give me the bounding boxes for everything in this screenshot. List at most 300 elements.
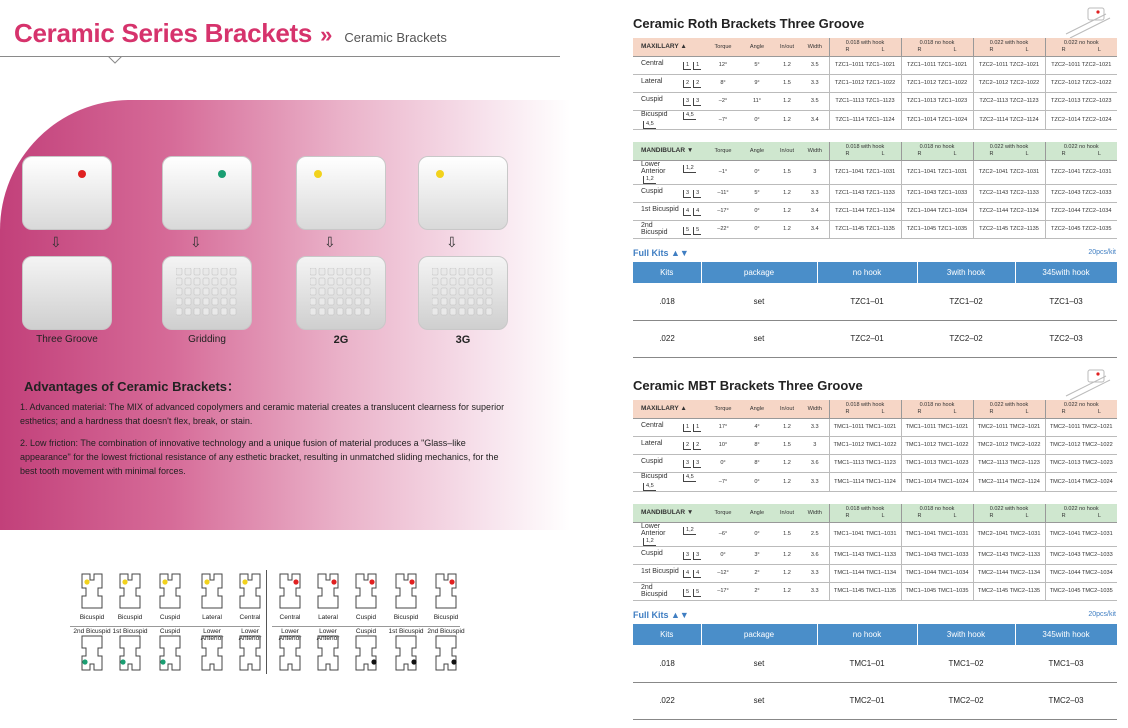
part-code-pair: TZC2–1043 TZC2–1033 (1045, 184, 1117, 202)
mbt-mandibular-table (633, 504, 1117, 601)
tooth-number: 3 (683, 552, 691, 560)
spec-torque: 10° (705, 436, 741, 454)
spec-inout: 1.5 (773, 74, 801, 92)
tooth-bracket (390, 570, 422, 674)
bracket-outline-icon (234, 570, 266, 674)
tooth-name: 1st Bicuspid 4 4 (633, 564, 705, 582)
kits-col-header: 3with hook (917, 262, 1015, 283)
spec-inout: 1.5 (773, 436, 801, 454)
spec-row (633, 454, 1117, 472)
slot-group-header: 0.022 with hook R L (973, 142, 1045, 160)
kits-header-row (633, 262, 1117, 283)
tooth-name: Lower Anterior 1,21,2 (633, 160, 705, 184)
tooth-name: Central 1 1 (633, 56, 705, 74)
grid-texture-icon (310, 268, 372, 318)
spec-row (633, 74, 1117, 92)
part-code-pair: TMC1–1043 TMC1–1033 (901, 546, 973, 564)
tooth-number: 3 (693, 460, 701, 468)
kits-col-header: Kits (633, 262, 701, 283)
header-notch-icon (108, 56, 122, 64)
bracket-outline-icon (274, 570, 306, 674)
spec-col-header: Width (801, 38, 829, 56)
kits-cell: .022 (633, 320, 701, 357)
tooth-number: 5 (693, 589, 701, 597)
tooth-number: 4,5 (643, 121, 656, 129)
part-code-pair: TZC1–1043 TZC1–1033 (901, 184, 973, 202)
spec-width: 3.4 (801, 202, 829, 220)
part-code-pair: TZC1–1014 TZC1–1024 (901, 110, 973, 129)
midline-divider (266, 570, 267, 674)
slot-group-header: 0.022 no hook R L (1045, 400, 1117, 418)
part-code-pair: TMC1–1144 TMC1–1134 (829, 564, 901, 582)
roth-maxillary-table (633, 38, 1117, 130)
upper-tooth-label: Cuspid (159, 614, 181, 621)
slot-group-header: 0.022 with hook R L (973, 400, 1045, 418)
tooth-bracket (73, 570, 111, 674)
part-code-pair: TMC1–1012 TMC1–1022 (901, 436, 973, 454)
part-code-pair: TZC2–1114 TZC2–1124 (973, 110, 1045, 129)
spec-torque: –17° (705, 202, 741, 220)
spec-inout: 1.2 (773, 546, 801, 564)
part-code-pair: TZC1–1045 TZC1–1035 (901, 220, 973, 238)
arch-label: MANDIBULAR ▼ (633, 504, 705, 522)
upper-tooth-label: Bicuspid (433, 614, 459, 621)
spec-torque: –11° (705, 184, 741, 202)
part-code-pair: TMC2–1044 TMC2–1034 (1045, 564, 1117, 582)
slot-group-header: 0.018 with hook R L (829, 142, 901, 160)
product-label: Three Groove (36, 334, 98, 345)
slot-group-header: 0.018 with hook R L (829, 38, 901, 56)
part-code-pair: TMC1–1041 TMC1–1031 (901, 522, 973, 546)
tooth-bracket (350, 570, 382, 674)
tooth-name: Cuspid 3 3 (633, 454, 705, 472)
spec-torque: 0° (705, 454, 741, 472)
spec-inout: 1.2 (773, 56, 801, 74)
spec-inout: 1.2 (773, 92, 801, 110)
advantages-title: Advantages of Ceramic Brackets： (24, 379, 241, 394)
bracket-photo-bottom (418, 256, 508, 330)
spec-inout: 1.2 (773, 454, 801, 472)
bracket-outline-icon (196, 570, 228, 674)
mbt-maxillary-table (633, 400, 1117, 492)
slot-group-header: 0.018 no hook R L (901, 142, 973, 160)
spec-angle: 0° (741, 220, 773, 238)
advantage-2: 2. Low friction: The combination of innovative technology and a unique fusion of material produces a "Glass–like appearance" for the lowest frictional resistance of any esthetic bracket, resulting in unmatched sliding mechanics, for the best tooth movement with minimal forces. (20, 438, 499, 476)
part-code-pair: TMC1–1114 TMC1–1124 (829, 472, 901, 491)
spec-width: 3.3 (801, 472, 829, 491)
bracket-outline-icon (350, 570, 382, 674)
part-code-pair: TMC2–1114 TMC2–1124 (973, 472, 1045, 491)
bracket-outline-icon (76, 570, 108, 674)
lower-tooth-label: Cuspid (159, 628, 181, 635)
kits-cell: TZC1–03 (1015, 283, 1117, 320)
spec-angle: 5° (741, 184, 773, 202)
roth-mandibular-table (633, 142, 1117, 239)
grid-texture-icon (176, 268, 238, 318)
upper-tooth-label: Lateral (202, 614, 222, 621)
part-code-pair: TMC2–1145 TMC2–1135 (973, 582, 1045, 600)
kits-cell: TZC2–03 (1015, 320, 1117, 357)
slot-group-header: 0.018 with hook R L (829, 400, 901, 418)
tooth-bracket (234, 570, 266, 674)
part-code-pair: TMC2–1012 TMC2–1022 (1045, 436, 1117, 454)
lower-tooth-label: Lower Anterior (200, 628, 224, 642)
part-code-pair: TZC2–1012 TZC2–1022 (1045, 74, 1117, 92)
spec-header-row (633, 38, 1117, 56)
part-code-pair: TZC1–1041 TZC1–1031 (901, 160, 973, 184)
spec-torque: –17° (705, 582, 741, 600)
roth-pcs-label: 20pcs/kit (1088, 249, 1116, 256)
tooth-number: 4,5 (643, 483, 656, 491)
tooth-number: 1 (683, 62, 691, 70)
part-code-pair: TMC1–1045 TMC1–1035 (901, 582, 973, 600)
part-code-pair: TMC1–1012 TMC1–1022 (829, 436, 901, 454)
tooth-bracket (427, 570, 465, 674)
spec-angle: 8° (741, 454, 773, 472)
kits-cell: set (701, 645, 817, 682)
spec-header-row (633, 504, 1117, 522)
part-code-pair: TZC1–1044 TZC1–1034 (901, 202, 973, 220)
lower-tooth-label: 2nd Bicuspid (427, 628, 465, 635)
spec-angle: 0° (741, 160, 773, 184)
kits-cell: set (701, 283, 817, 320)
color-dot (218, 170, 226, 178)
part-code-pair: TZC1–1145 TZC1–1135 (829, 220, 901, 238)
spec-width: 3.3 (801, 564, 829, 582)
kits-cell: TMC2–03 (1015, 682, 1117, 719)
spec-col-header: Width (801, 504, 829, 522)
right-page (630, 0, 1120, 728)
down-arrow-icon: ⇩ (50, 234, 62, 250)
spec-angle: 2° (741, 564, 773, 582)
part-code-pair: TZC1–1113 TZC1–1123 (829, 92, 901, 110)
spec-torque: –12° (705, 564, 741, 582)
spec-inout: 1.2 (773, 184, 801, 202)
tooth-bracket (196, 570, 228, 674)
part-code-pair: TMC2–1113 TMC2–1123 (973, 454, 1045, 472)
kits-header-row (633, 624, 1117, 645)
spec-torque: 17° (705, 418, 741, 436)
spec-angle: 2° (741, 582, 773, 600)
spec-torque: –6° (705, 522, 741, 546)
upper-tooth-label: Central (239, 614, 261, 621)
tooth-number: 1,2 (643, 176, 656, 184)
spec-col-header: Angle (741, 38, 773, 56)
spec-header-row (633, 142, 1117, 160)
kits-col-header: package (701, 262, 817, 283)
kits-cell: TMC1–01 (817, 645, 917, 682)
spec-inout: 1.2 (773, 202, 801, 220)
tooth-number: 3 (683, 98, 691, 106)
product-label: Gridding (188, 334, 226, 345)
spec-torque: –22° (705, 220, 741, 238)
spec-row (633, 522, 1117, 546)
spec-col-header: In/out (773, 142, 801, 160)
spec-row (633, 546, 1117, 564)
tooth-name: Bicuspid 4,54,5 (633, 110, 705, 129)
page-title: Ceramic Series Brackets (14, 18, 313, 48)
slot-group-header: 0.022 no hook R L (1045, 504, 1117, 522)
mbt-kits-table (633, 624, 1118, 720)
tooth-name: Bicuspid 4,54,5 (633, 472, 705, 491)
part-code-pair: TZC1–1011 TZC1–1021 (901, 56, 973, 74)
spec-angle: 0° (741, 522, 773, 546)
spec-angle: 9° (741, 74, 773, 92)
kits-row (633, 682, 1117, 719)
spec-row (633, 436, 1117, 454)
tooth-name: Lower Anterior 1,21,2 (633, 522, 705, 546)
spec-col-header: Width (801, 400, 829, 418)
part-code-pair: TMC1–1044 TMC1–1034 (901, 564, 973, 582)
spec-width: 3.6 (801, 454, 829, 472)
spec-angle: 4° (741, 418, 773, 436)
bracket-position-diagram (70, 570, 465, 682)
tooth-bracket (114, 570, 146, 674)
part-code-pair: TZC1–1012 TZC1–1022 (829, 74, 901, 92)
spec-torque: 12° (705, 56, 741, 74)
tooth-number: 3 (683, 190, 691, 198)
kits-cell: TMC2–01 (817, 682, 917, 719)
slot-group-header: 0.022 with hook R L (973, 504, 1045, 522)
spec-width: 3.3 (801, 184, 829, 202)
part-code-pair: TZC1–1012 TZC1–1022 (901, 74, 973, 92)
product-label: 3G (455, 334, 471, 346)
spec-col-header: Angle (741, 142, 773, 160)
part-code-pair: TZC1–1013 TZC1–1023 (901, 92, 973, 110)
part-code-pair: TZC2–1012 TZC2–1022 (973, 74, 1045, 92)
advantage-1: 1. Advanced material: The MIX of advanced copolymers and ceramic material creates a translucent clearness for superior esthetics; and a hardness that doesn't flex, break, or stain. (20, 402, 505, 426)
part-code-pair: TZC2–1041 TZC2–1031 (1045, 160, 1117, 184)
spec-col-header: Angle (741, 400, 773, 418)
kits-cell: TZC1–02 (917, 283, 1015, 320)
spec-col-header: Torque (705, 38, 741, 56)
bracket-outline-icon (430, 570, 462, 674)
part-code-pair: TMC1–1143 TMC1–1133 (829, 546, 901, 564)
part-code-pair: TZC2–1113 TZC2–1123 (973, 92, 1045, 110)
part-code-pair: TMC2–1144 TMC2–1134 (973, 564, 1045, 582)
upper-tooth-label: Bicuspid (117, 614, 143, 621)
arch-label: MAXILLARY ▲ (633, 38, 705, 56)
spec-width: 3 (801, 436, 829, 454)
part-code-pair: TMC2–1045 TMC2–1035 (1045, 582, 1117, 600)
roth-title: Ceramic Roth Brackets Three Groove (633, 16, 865, 31)
bracket-photo-top (296, 156, 386, 230)
slot-group-header: 0.018 no hook R L (901, 38, 973, 56)
tooth-number: 5 (683, 227, 691, 235)
spec-inout: 1.2 (773, 220, 801, 238)
tooth-name: Central 1 1 (633, 418, 705, 436)
spec-inout: 1.2 (773, 472, 801, 491)
lower-tooth-label: Lower Anterior (316, 628, 340, 642)
upper-tooth-label: Cuspid (355, 614, 377, 621)
kits-cell: TZC1–01 (817, 283, 917, 320)
part-code-pair: TMC2–1143 TMC2–1133 (973, 546, 1045, 564)
grid-texture-icon (432, 268, 494, 318)
color-dot (436, 170, 444, 178)
part-code-pair: TZC2–1045 TZC2–1035 (1045, 220, 1117, 238)
tooth-name: Cuspid 3 3 (633, 92, 705, 110)
tooth-number: 1,2 (643, 538, 656, 546)
spec-width: 3.4 (801, 110, 829, 129)
part-code-pair: TZC2–1013 TZC2–1023 (1045, 92, 1117, 110)
tooth-number: 4 (683, 570, 691, 578)
spec-torque: –2° (705, 92, 741, 110)
spec-angle: 0° (741, 110, 773, 129)
spec-col-header: Torque (705, 504, 741, 522)
slot-group-header: 0.018 no hook R L (901, 504, 973, 522)
roth-kits-table (633, 262, 1118, 358)
tooth-name: 1st Bicuspid 4 4 (633, 202, 705, 220)
spec-torque: 8° (705, 74, 741, 92)
bracket-outline-icon (114, 570, 146, 674)
part-code-pair: TMC1–1145 TMC1–1135 (829, 582, 901, 600)
bracket-photo-top (418, 156, 508, 230)
tooth-number: 4 (693, 208, 701, 216)
kits-cell: set (701, 320, 817, 357)
down-arrow-icon: ⇩ (324, 234, 336, 250)
bracket-photo-bottom (162, 256, 252, 330)
spec-row (633, 418, 1117, 436)
kits-row (633, 283, 1117, 320)
color-dot (78, 170, 86, 178)
part-code-pair: TMC2–1012 TMC2–1022 (973, 436, 1045, 454)
page-header (14, 18, 447, 49)
tooth-number: 2 (693, 442, 701, 450)
spec-col-header: Torque (705, 142, 741, 160)
part-code-pair: TMC2–1041 TMC2–1031 (973, 522, 1045, 546)
part-code-pair: TZC2–1144 TZC2–1134 (973, 202, 1045, 220)
spec-width: 3.5 (801, 92, 829, 110)
arch-label: MAXILLARY ▲ (633, 400, 705, 418)
spec-col-header: In/out (773, 504, 801, 522)
kits-col-header: no hook (817, 624, 917, 645)
tooth-number: 1 (683, 424, 691, 432)
spec-width: 3.3 (801, 74, 829, 92)
kits-col-header: package (701, 624, 817, 645)
part-code-pair: TMC2–1043 TMC2–1033 (1045, 546, 1117, 564)
slot-group-header: 0.018 no hook R L (901, 400, 973, 418)
page-subtitle: Ceramic Brackets (344, 30, 447, 45)
spec-angle: 5° (741, 56, 773, 74)
part-code-pair: TMC1–1041 TMC1–1031 (829, 522, 901, 546)
part-code-pair: TMC1–1113 TMC1–1123 (829, 454, 901, 472)
tooth-name: Lateral 2 2 (633, 74, 705, 92)
tooth-number: 5 (693, 227, 701, 235)
part-code-pair: TZC2–1044 TZC2–1034 (1045, 202, 1117, 220)
spec-width: 3.4 (801, 220, 829, 238)
part-code-pair: TZC2–1041 TZC2–1031 (973, 160, 1045, 184)
lower-tooth-label: 1st Bicuspid (112, 628, 148, 635)
lower-tooth-label: Lower Anterior (238, 628, 262, 642)
spec-inout: 1.5 (773, 522, 801, 546)
part-code-pair: TMC1–1011 TMC1–1021 (829, 418, 901, 436)
spec-col-header: In/out (773, 38, 801, 56)
bracket-logo-icon (1060, 366, 1112, 402)
mbt-title: Ceramic MBT Brackets Three Groove (633, 378, 863, 393)
spec-torque: –7° (705, 472, 741, 491)
part-code-pair: TZC1–1144 TZC1–1134 (829, 202, 901, 220)
bracket-outline-icon (154, 570, 186, 674)
tooth-number: 1 (693, 62, 701, 70)
down-arrow-icon: ⇩ (190, 234, 202, 250)
spec-inout: 1.5 (773, 160, 801, 184)
kits-row (633, 320, 1117, 357)
spec-col-header: Width (801, 142, 829, 160)
spec-angle: 0° (741, 472, 773, 491)
kits-cell: TZC2–02 (917, 320, 1015, 357)
spec-row (633, 564, 1117, 582)
tooth-bracket (312, 570, 344, 674)
spec-angle: 11° (741, 92, 773, 110)
tooth-number: 1 (693, 424, 701, 432)
kits-col-header: 345with hook (1015, 262, 1117, 283)
spec-row (633, 184, 1117, 202)
part-code-pair: TMC1–1014 TMC1–1024 (901, 472, 973, 491)
down-arrow-icon: ⇩ (446, 234, 458, 250)
tooth-name: 2nd Bicuspid 5 5 (633, 582, 705, 600)
bracket-logo-icon (1060, 4, 1112, 40)
spec-torque: 0° (705, 546, 741, 564)
kits-col-header: 345with hook (1015, 624, 1117, 645)
tooth-number: 3 (693, 190, 701, 198)
spec-width: 3.5 (801, 56, 829, 74)
slot-group-header: 0.018 with hook R L (829, 504, 901, 522)
slot-group-header: 0.022 with hook R L (973, 38, 1045, 56)
part-code-pair: TZC1–1041 TZC1–1031 (829, 160, 901, 184)
part-code-pair: TZC2–1145 TZC2–1135 (973, 220, 1045, 238)
double-chevron-icon: » (320, 22, 333, 47)
slot-group-header: 0.022 no hook R L (1045, 142, 1117, 160)
bracket-photo-bottom (22, 256, 112, 330)
tooth-number: 3 (693, 98, 701, 106)
kits-col-header: no hook (817, 262, 917, 283)
kits-cell: TMC1–02 (917, 645, 1015, 682)
spec-row (633, 110, 1117, 129)
spec-row (633, 220, 1117, 238)
spec-row (633, 160, 1117, 184)
spec-row (633, 582, 1117, 600)
spec-inout: 1.2 (773, 582, 801, 600)
lower-tooth-label: 1st Bicuspid (388, 628, 424, 635)
tooth-number: 2 (683, 80, 691, 88)
spec-width: 3.3 (801, 418, 829, 436)
part-code-pair: TMC1–1013 TMC1–1023 (901, 454, 973, 472)
part-code-pair: TMC2–1011 TMC2–1021 (1045, 418, 1117, 436)
part-code-pair: TMC2–1011 TMC2–1021 (973, 418, 1045, 436)
mbt-pcs-label: 20pcs/kit (1088, 611, 1116, 618)
spec-width: 3.3 (801, 582, 829, 600)
spec-torque: –1° (705, 160, 741, 184)
tooth-bracket (274, 570, 306, 674)
kits-cell: TMC1–03 (1015, 645, 1117, 682)
tooth-number: 1,2 (683, 165, 696, 173)
spec-inout: 1.2 (773, 418, 801, 436)
kits-cell: .018 (633, 283, 701, 320)
part-code-pair: TMC2–1041 TMC2–1031 (1045, 522, 1117, 546)
kits-cell: TMC2–02 (917, 682, 1015, 719)
bracket-photo-top (22, 156, 112, 230)
upper-tooth-label: Bicuspid (79, 614, 105, 621)
kits-cell: .022 (633, 682, 701, 719)
tooth-number: 3 (693, 552, 701, 560)
part-code-pair: TMC2–1014 TMC2–1024 (1045, 472, 1117, 491)
bracket-photo-bottom (296, 256, 386, 330)
spec-row (633, 202, 1117, 220)
lower-tooth-label: Lower Anterior (278, 628, 302, 642)
kits-cell: TZC2–01 (817, 320, 917, 357)
header-rule (0, 56, 560, 57)
spec-width: 3 (801, 160, 829, 184)
